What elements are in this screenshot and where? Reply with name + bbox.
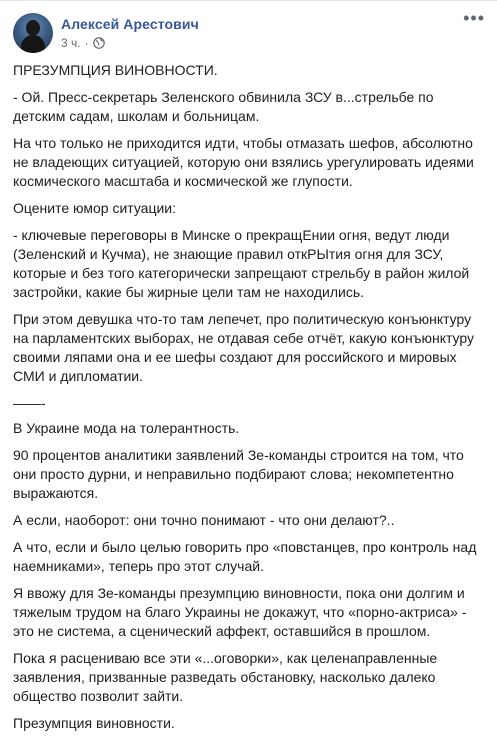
post-paragraph: На что только не приходится идти, чтобы отмазать шефов, абсолютно не владеющих ситуацией, которую они взялись урегулировать идеями космического масштаба и космической же глупости.	[13, 135, 474, 189]
post-paragraph: Оцените юмор ситуации:	[13, 200, 177, 216]
meta-separator: ·	[84, 36, 89, 50]
post-paragraph: - Ой. Пресс-секретарь Зеленского обвинила ЗСУ в...стрельбе по детским садам, школам и больницам.	[13, 89, 434, 124]
post-paragraph: - ключевые переговоры в Минске о прекращЕнии огня, ведут люди (Зеленский и Кучма), не знающие правил откРЫтия огня для ЗСУ, которые и без того категорически запрещают стрельбу в район жилой застройки, какие бы жирные цели там не находились.	[13, 227, 470, 300]
post-paragraph: А что, если и было целью говорить про «повстанцев, про контроль над наемниками», теперь про этот случай.	[13, 539, 477, 574]
post-paragraph: Презумпция виновности.	[13, 715, 175, 731]
post-divider: ——-	[13, 395, 46, 411]
globe-icon[interactable]	[93, 37, 105, 49]
post-timestamp[interactable]: 3 ч.	[61, 36, 81, 50]
post-body	[13, 61, 487, 741]
post-meta	[61, 36, 105, 50]
post-paragraph: В Украине мода на толерантность.	[13, 420, 240, 436]
avatar[interactable]	[13, 13, 53, 53]
post-paragraph: При этом девушка что-то там лепечет, про политическую конъюнктуру на парламентских выборах, не отдавая себе отчёт, какую конъюнктуру своими ляпами она и ее шефы создают для российского и мировых СМИ и дипломатии.	[13, 311, 475, 384]
post-paragraph: ПРЕЗУМПЦИЯ ВИНОВНОСТИ.	[13, 62, 218, 78]
more-options-icon[interactable]: •••	[463, 8, 485, 28]
post-paragraph: А если, наоборот: они точно понимают - что они делают?..	[13, 512, 395, 528]
post-paragraph: Пока я расцениваю все эти «...оговорки», как целенаправленные заявления, призванные разведать обстановку, насколько далеко общество позволит зайти.	[13, 650, 438, 704]
post-paragraph: Я ввожу для Зе-команды презумпцию виновности, пока они долгим и тяжелым трудом на благо Украины не докажут, что «порно-актриса» - это не система, а сценический аффект, оставшийся в прошлом.	[13, 585, 467, 639]
post-paragraph: 90 процентов аналитики заявлений Зе-команды строится на том, что они просто дурни, и неправильно подбирают слова; некомпетентно выражаются.	[13, 447, 464, 501]
author-name[interactable]: Алексей Арестович	[61, 16, 199, 32]
